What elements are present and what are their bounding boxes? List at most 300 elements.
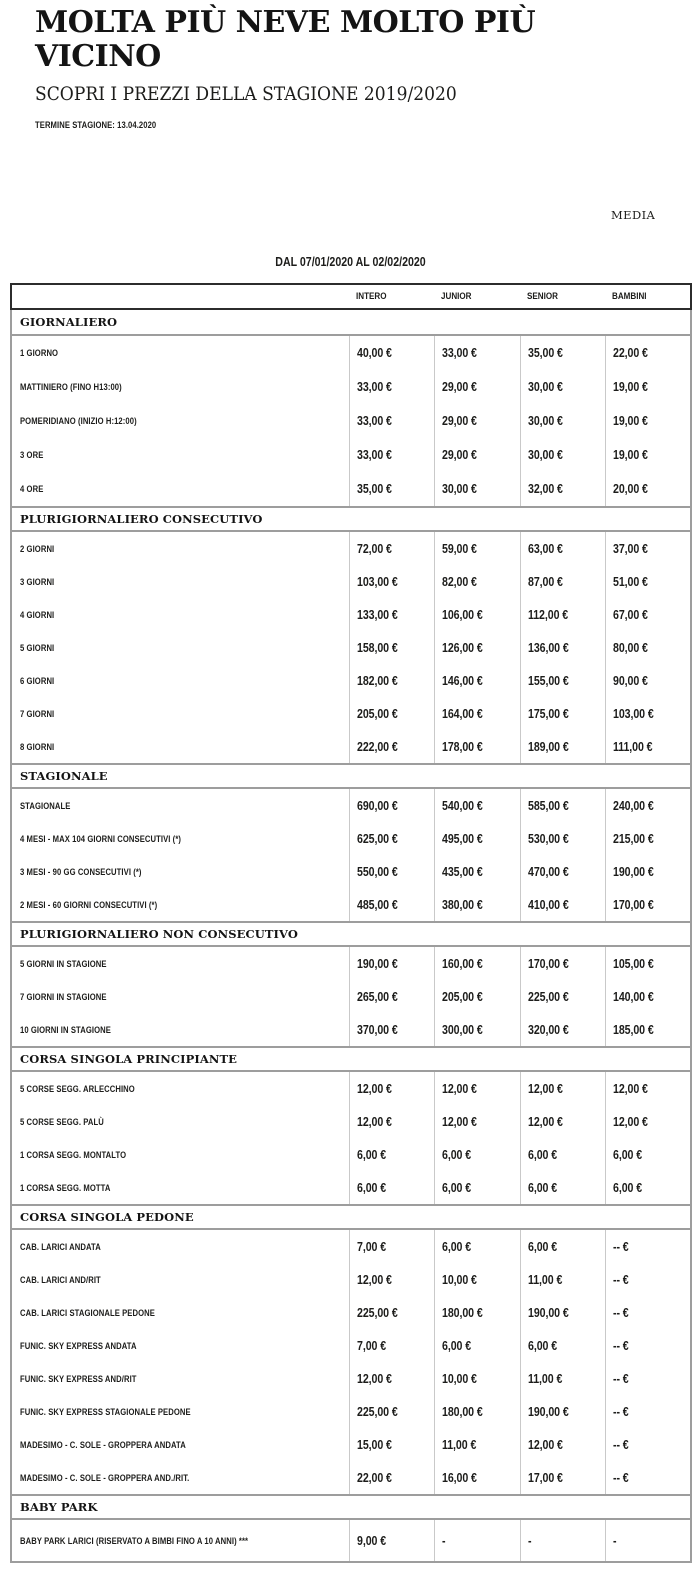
price-cell-junior [434, 472, 519, 506]
price-value: 625,00 € [357, 831, 398, 846]
page-title: MOLTA PIÙ NEVE MOLTO PIÙ VICINO [35, 5, 536, 75]
price-value: 30,00 € [442, 482, 478, 496]
price-value: 370,00 € [357, 1022, 398, 1037]
table-body [10, 310, 692, 1563]
row-label-text: 2 GIORNI [20, 543, 55, 554]
price-cell-bambini [605, 438, 690, 472]
table-row [12, 1395, 690, 1428]
price-cell-junior [434, 404, 519, 438]
price-cell-senior [520, 631, 605, 664]
price-cell-intero [349, 631, 434, 664]
price-value: 155,00 € [527, 673, 569, 688]
price-value: 240,00 € [612, 798, 654, 813]
price-value: 35,00 € [357, 482, 392, 496]
price-value: 12,00 € [357, 1081, 392, 1096]
price-value: 690,00 € [357, 798, 398, 813]
price-cell-junior [434, 697, 519, 730]
price-value: 6,00 € [527, 1147, 557, 1162]
price-value: 90,00 € [612, 673, 648, 688]
price-value: 16,00 € [442, 1470, 478, 1485]
price-cell-bambini [605, 980, 690, 1013]
price-table [10, 283, 692, 1563]
row-label [12, 888, 349, 921]
section-title-text: BABY PARK [20, 1500, 98, 1514]
price-value: 6,00 € [527, 1180, 557, 1195]
price-cell-senior [520, 822, 605, 855]
price-value: 20,00 € [612, 482, 648, 496]
column-header-spacer [12, 285, 349, 308]
row-label-text: 7 GIORNI IN STAGIONE [20, 991, 107, 1002]
price-value: 63,00 € [527, 541, 563, 556]
price-value: 11,00 € [527, 1272, 562, 1287]
price-value: 6,00 € [612, 1147, 642, 1162]
price-value: 140,00 € [612, 989, 654, 1004]
price-value: 170,00 € [612, 897, 654, 912]
table-row [12, 1230, 690, 1263]
price-value: 12,00 € [442, 1114, 478, 1129]
price-cell-junior [434, 789, 519, 822]
row-label-text: FUNIC. SKY EXPRESS STAGIONALE PEDONE [20, 1406, 191, 1417]
price-cell-intero [349, 1428, 434, 1461]
price-cell-senior [520, 1296, 605, 1329]
price-cell-senior [520, 404, 605, 438]
row-label-text: 1 GIORNO [20, 348, 59, 358]
price-value: 10,00 € [442, 1371, 478, 1386]
price-value: 67,00 € [612, 607, 648, 622]
price-cell-junior [434, 565, 519, 598]
price-cell-bambini [605, 1329, 690, 1362]
price-value: -- € [612, 1272, 629, 1287]
price-value: 30,00 € [527, 414, 563, 428]
row-label-text: 6 GIORNI [20, 675, 55, 686]
table-row [12, 980, 690, 1013]
price-cell-intero [349, 1263, 434, 1296]
price-value: 111,00 € [612, 739, 653, 754]
row-label-text: 1 CORSA SEGG. MOTTA [20, 1182, 111, 1193]
price-cell-junior [434, 1171, 519, 1204]
price-value: -- € [612, 1437, 629, 1452]
price-cell-junior [434, 1230, 519, 1263]
price-value: 225,00 € [527, 989, 569, 1004]
price-cell-junior [434, 888, 519, 921]
section-title [12, 921, 690, 947]
price-cell-senior [520, 697, 605, 730]
price-cell-intero [349, 1105, 434, 1138]
row-label [12, 1171, 349, 1204]
price-value: 180,00 € [442, 1404, 483, 1419]
section-rows [12, 789, 690, 921]
row-label-text: CAB. LARICI STAGIONALE PEDONE [20, 1307, 155, 1318]
price-value: 585,00 € [527, 798, 569, 813]
price-value: 17,00 € [527, 1470, 563, 1485]
price-value: 32,00 € [527, 482, 563, 496]
price-cell-junior [434, 1362, 519, 1395]
table-row [12, 532, 690, 565]
price-cell-senior [520, 1329, 605, 1362]
section-title [12, 506, 690, 532]
price-cell-junior [434, 1138, 519, 1171]
price-value: 300,00 € [442, 1022, 483, 1037]
row-label-text: 10 GIORNI IN STAGIONE [20, 1024, 111, 1035]
price-value: 30,00 € [527, 448, 563, 462]
price-cell-intero [349, 1230, 434, 1263]
price-cell-junior [434, 730, 519, 763]
row-label [12, 532, 349, 565]
price-value: 9,00 € [357, 1533, 387, 1548]
price-cell-senior [520, 664, 605, 697]
price-cell-bambini [605, 631, 690, 664]
price-cell-intero [349, 370, 434, 404]
row-label-text: 4 ORE [20, 484, 44, 494]
price-value: 29,00 € [442, 414, 478, 428]
column-header-senior [520, 285, 605, 308]
season-end-note-text: TERMINE STAGIONE: 13.04.2020 [35, 120, 157, 131]
price-cell-intero [349, 730, 434, 763]
price-value: 495,00 € [442, 831, 483, 846]
price-cell-bambini [605, 1461, 690, 1494]
price-value: 222,00 € [357, 739, 398, 754]
price-cell-bambini [605, 822, 690, 855]
row-label [12, 1461, 349, 1494]
price-value: 6,00 € [442, 1147, 472, 1162]
price-value: 190,00 € [527, 1305, 569, 1320]
row-label [12, 1263, 349, 1296]
price-value: 6,00 € [527, 1239, 557, 1254]
price-cell-senior [520, 336, 605, 370]
row-label [12, 565, 349, 598]
price-value: 19,00 € [612, 448, 648, 462]
section-rows [12, 1520, 690, 1561]
price-value: 205,00 € [442, 989, 483, 1004]
period-heading-text: DAL 07/01/2020 AL 02/02/2020 [274, 255, 426, 269]
table-row [12, 1263, 690, 1296]
section-title-text: STAGIONALE [20, 769, 108, 783]
table-row [12, 1461, 690, 1494]
section-rows [12, 336, 690, 506]
price-cell-bambini [605, 336, 690, 370]
price-value: 225,00 € [357, 1404, 398, 1419]
price-value: 6,00 € [442, 1239, 472, 1254]
row-label [12, 472, 349, 506]
price-value: 6,00 € [357, 1180, 387, 1195]
price-value: 189,00 € [527, 739, 569, 754]
row-label [12, 1072, 349, 1105]
price-cell-senior [520, 947, 605, 980]
price-cell-bambini [605, 855, 690, 888]
price-value: 175,00 € [527, 706, 569, 721]
page-subtitle-text: SCOPRI I PREZZI DELLA STAGIONE 2019/2020 [35, 83, 457, 106]
price-cell-intero [349, 888, 434, 921]
row-label [12, 1138, 349, 1171]
row-label [12, 336, 349, 370]
price-value: 215,00 € [612, 831, 654, 846]
price-cell-junior [434, 1105, 519, 1138]
price-value: 35,00 € [527, 346, 563, 360]
price-value: 30,00 € [527, 380, 563, 394]
table-row [12, 1013, 690, 1046]
row-label-text: 3 MESI - 90 GG CONSECUTIVI (*) [20, 866, 142, 877]
price-cell-bambini [605, 404, 690, 438]
price-value: 12,00 € [357, 1371, 392, 1386]
row-label-text: 5 CORSE SEGG. ARLECCHINO [20, 1083, 135, 1094]
price-value: 485,00 € [357, 897, 398, 912]
price-cell-junior [434, 822, 519, 855]
row-label [12, 404, 349, 438]
price-value: 6,00 € [442, 1180, 472, 1195]
price-cell-senior [520, 1362, 605, 1395]
price-cell-senior [520, 598, 605, 631]
price-value: 105,00 € [612, 956, 654, 971]
price-value: -- € [612, 1404, 629, 1419]
price-value: 22,00 € [357, 1470, 392, 1485]
table-row [12, 822, 690, 855]
table-section [12, 1046, 690, 1204]
price-cell-junior [434, 1329, 519, 1362]
price-cell-senior [520, 855, 605, 888]
row-label-text: 5 GIORNI [20, 642, 55, 653]
row-label-text: 3 ORE [20, 450, 44, 460]
price-value: 82,00 € [442, 574, 478, 589]
price-cell-bambini [605, 598, 690, 631]
price-value: 37,00 € [612, 541, 648, 556]
price-cell-bambini [605, 1362, 690, 1395]
price-cell-bambini [605, 565, 690, 598]
table-row [12, 598, 690, 631]
price-value: 12,00 € [442, 1081, 478, 1096]
row-label-text: FUNIC. SKY EXPRESS ANDATA [20, 1340, 137, 1351]
price-cell-intero [349, 664, 434, 697]
price-value: 33,00 € [442, 346, 478, 360]
price-cell-bambini [605, 532, 690, 565]
table-section [12, 310, 690, 506]
price-value: 22,00 € [612, 346, 648, 360]
table-row [12, 947, 690, 980]
price-value: 12,00 € [357, 1272, 392, 1287]
price-cell-senior [520, 1263, 605, 1296]
table-row [12, 1362, 690, 1395]
section-title [12, 1494, 690, 1520]
price-cell-junior [434, 947, 519, 980]
table-column-header-row [10, 283, 692, 310]
price-value: 59,00 € [442, 541, 478, 556]
price-cell-senior [520, 1171, 605, 1204]
price-cell-junior [434, 1263, 519, 1296]
price-cell-senior [520, 370, 605, 404]
price-value: 106,00 € [442, 607, 483, 622]
price-cell-intero [349, 855, 434, 888]
price-cell-intero [349, 404, 434, 438]
row-label [12, 370, 349, 404]
row-label-text: CAB. LARICI AND/RIT [20, 1274, 101, 1285]
price-cell-junior [434, 631, 519, 664]
row-label-text: BABY PARK LARICI (RISERVATO A BIMBI FINO A 10 ANNI) *** [20, 1535, 249, 1546]
price-value: 180,00 € [442, 1305, 483, 1320]
price-value: - [612, 1533, 617, 1548]
row-label [12, 1013, 349, 1046]
column-header-senior-label: SENIOR [526, 291, 558, 302]
row-label-text: 8 GIORNI [20, 741, 55, 752]
price-cell-bambini [605, 1105, 690, 1138]
price-cell-intero [349, 336, 434, 370]
price-cell-intero [349, 1138, 434, 1171]
column-header-intero [349, 285, 434, 308]
price-cell-intero [349, 1171, 434, 1204]
price-cell-junior [434, 1072, 519, 1105]
table-row [12, 565, 690, 598]
table-section [12, 921, 690, 1046]
table-row [12, 472, 690, 506]
price-value: 146,00 € [442, 673, 483, 688]
row-label-text: POMERIDIANO (INIZIO H:12:00) [20, 416, 137, 426]
price-cell-intero [349, 697, 434, 730]
price-cell-intero [349, 789, 434, 822]
price-value: -- € [612, 1338, 629, 1353]
table-row [12, 438, 690, 472]
table-row [12, 1296, 690, 1329]
price-value: 178,00 € [442, 739, 483, 754]
price-cell-senior [520, 980, 605, 1013]
section-title-text: CORSA SINGOLA PEDONE [20, 1210, 194, 1224]
price-cell-senior [520, 1461, 605, 1494]
row-label [12, 855, 349, 888]
price-cell-intero [349, 565, 434, 598]
price-value: 12,00 € [357, 1114, 392, 1129]
table-row [12, 370, 690, 404]
price-value: 33,00 € [357, 380, 392, 394]
price-value: - [442, 1533, 446, 1548]
price-cell-intero [349, 822, 434, 855]
price-cell-bambini [605, 1230, 690, 1263]
table-row [12, 664, 690, 697]
price-value: 190,00 € [612, 864, 654, 879]
price-value: 19,00 € [612, 380, 648, 394]
row-label-text: MADESIMO - C. SOLE - GROPPERA ANDATA [20, 1439, 186, 1450]
price-value: 112,00 € [527, 607, 568, 622]
price-cell-bambini [605, 697, 690, 730]
price-cell-junior [434, 1428, 519, 1461]
price-value: 160,00 € [442, 956, 483, 971]
row-label-text: MATTINIERO (FINO H13:00) [20, 382, 122, 392]
price-cell-bambini [605, 947, 690, 980]
price-cell-bambini [605, 1072, 690, 1105]
row-label-text: 3 GIORNI [20, 576, 55, 587]
price-value: 470,00 € [527, 864, 569, 879]
price-cell-bambini [605, 664, 690, 697]
price-cell-junior [434, 370, 519, 404]
row-label [12, 1520, 349, 1561]
price-value: 87,00 € [527, 574, 563, 589]
price-cell-senior [520, 1013, 605, 1046]
price-cell-senior [520, 888, 605, 921]
row-label [12, 789, 349, 822]
row-label-text: 2 MESI - 60 GIORNI CONSECUTIVI (*) [20, 899, 158, 910]
section-rows [12, 532, 690, 763]
price-cell-junior [434, 598, 519, 631]
column-header-junior-label: JUNIOR [441, 291, 472, 302]
tab-media-season[interactable]: MEDIA [611, 208, 656, 222]
price-value: 182,00 € [357, 673, 398, 688]
section-title-text: GIORNALIERO [20, 315, 118, 329]
price-value: 19,00 € [612, 414, 648, 428]
table-row [12, 730, 690, 763]
price-value: 435,00 € [442, 864, 483, 879]
price-value: 7,00 € [357, 1239, 387, 1254]
table-row [12, 1138, 690, 1171]
row-label-text: STAGIONALE [20, 800, 71, 811]
price-cell-junior [434, 855, 519, 888]
price-cell-junior [434, 1520, 519, 1561]
row-label [12, 1395, 349, 1428]
price-value: 15,00 € [357, 1437, 392, 1452]
price-cell-intero [349, 1296, 434, 1329]
row-label-text: 7 GIORNI [20, 708, 55, 719]
price-value: 29,00 € [442, 380, 478, 394]
price-value: 185,00 € [612, 1022, 654, 1037]
price-cell-junior [434, 664, 519, 697]
price-value: 103,00 € [357, 574, 398, 589]
row-label-text: CAB. LARICI ANDATA [20, 1241, 101, 1252]
table-row [12, 1105, 690, 1138]
price-value: 103,00 € [612, 706, 654, 721]
price-cell-bambini [605, 888, 690, 921]
price-value: 550,00 € [357, 864, 398, 879]
price-cell-bambini [605, 1428, 690, 1461]
table-row [12, 1329, 690, 1362]
price-value: 530,00 € [527, 831, 569, 846]
table-section [12, 763, 690, 921]
price-value: -- € [612, 1470, 629, 1485]
price-value: 190,00 € [527, 1404, 569, 1419]
price-value: 190,00 € [357, 956, 398, 971]
price-cell-senior [520, 1230, 605, 1263]
price-value: 11,00 € [442, 1437, 477, 1452]
column-header-bambini [605, 285, 690, 308]
price-cell-junior [434, 336, 519, 370]
table-section [12, 1204, 690, 1494]
section-title [12, 310, 690, 336]
price-cell-junior [434, 1013, 519, 1046]
price-cell-senior [520, 565, 605, 598]
price-value: 33,00 € [357, 414, 392, 428]
section-title-text: PLURIGIORNALIERO NON CONSECUTIVO [20, 927, 298, 941]
section-rows [12, 947, 690, 1046]
price-value: 410,00 € [527, 897, 569, 912]
row-label [12, 730, 349, 763]
page-header [35, 6, 595, 133]
section-title [12, 763, 690, 789]
table-section [12, 506, 690, 763]
price-cell-intero [349, 1362, 434, 1395]
season-end-note [35, 115, 595, 133]
column-header-intero-label: INTERO [356, 291, 387, 302]
price-value: 10,00 € [442, 1272, 478, 1287]
price-cell-junior [434, 438, 519, 472]
row-label-text: MADESIMO - C. SOLE - GROPPERA AND./RIT. [20, 1472, 190, 1483]
price-cell-intero [349, 1395, 434, 1428]
price-value: 164,00 € [442, 706, 483, 721]
section-rows [12, 1230, 690, 1494]
table-row [12, 789, 690, 822]
table-row [12, 631, 690, 664]
price-value: 126,00 € [442, 640, 483, 655]
price-cell-intero [349, 598, 434, 631]
price-value: 12,00 € [527, 1437, 563, 1452]
price-value: 205,00 € [357, 706, 398, 721]
price-cell-bambini [605, 1395, 690, 1428]
section-title-text: CORSA SINGOLA PRINCIPIANTE [20, 1052, 238, 1066]
section-title [12, 1046, 690, 1072]
table-row [12, 336, 690, 370]
